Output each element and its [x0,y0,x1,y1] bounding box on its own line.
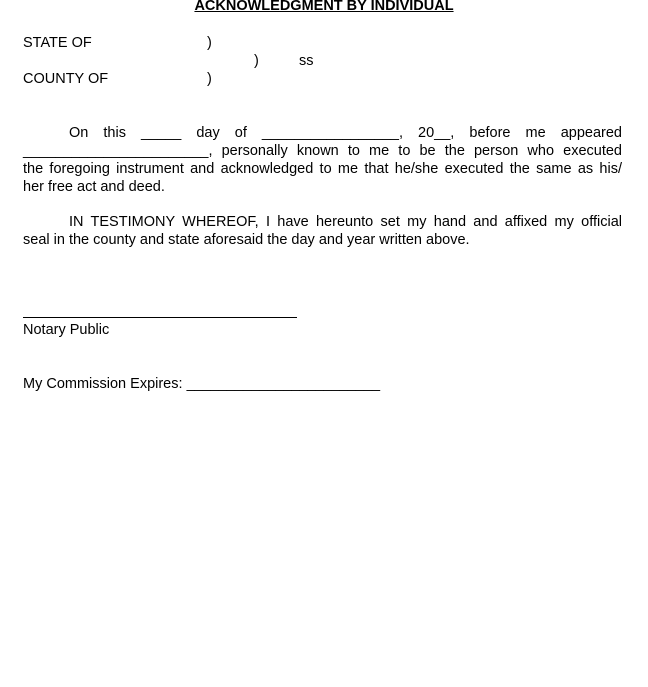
document-title: ACKNOWLEDGMENT BY INDIVIDUAL [194,0,454,14]
p1-word: day [196,125,220,141]
notary-public-label: Notary Public [23,322,110,338]
p1-word: On [69,125,89,141]
county-paren: ) [207,71,212,87]
commission-blank: ________________________ [186,376,381,392]
ss-label: ss [299,53,314,69]
state-paren: ) [207,35,212,51]
p1-word: of [234,125,247,141]
state-label: STATE OF [23,35,92,51]
month-blank: _________________, [261,125,404,141]
paragraph1-line4: her free act and deed. [23,179,165,195]
paragraph1-line3: the foregoing instrument and acknowledged to me that he/she executed the same as his/ [23,161,622,177]
commission-expires [23,375,380,393]
paragraph2-line2: seal in the county and state aforesaid the day and year written above. [23,232,470,248]
p1-word: me [525,125,546,141]
ss-paren: ) [254,53,259,69]
county-label: COUNTY OF [23,71,109,87]
paragraph1-line1 [69,124,622,142]
day-blank: _____ [140,125,182,141]
year-blank: 20__, [418,125,455,141]
p1-word: before [469,125,511,141]
p1-word: this [103,125,126,141]
commission-label: My Commission Expires: [23,376,183,392]
p1-word: appeared [560,125,622,141]
paragraph1-line2: _______________________, personally known to me to be the person who executed [23,143,622,159]
paragraph2-line1: IN TESTIMONY WHEREOF, I have hereunto set my hand and affixed my official [69,214,622,230]
signature-line [23,317,297,318]
